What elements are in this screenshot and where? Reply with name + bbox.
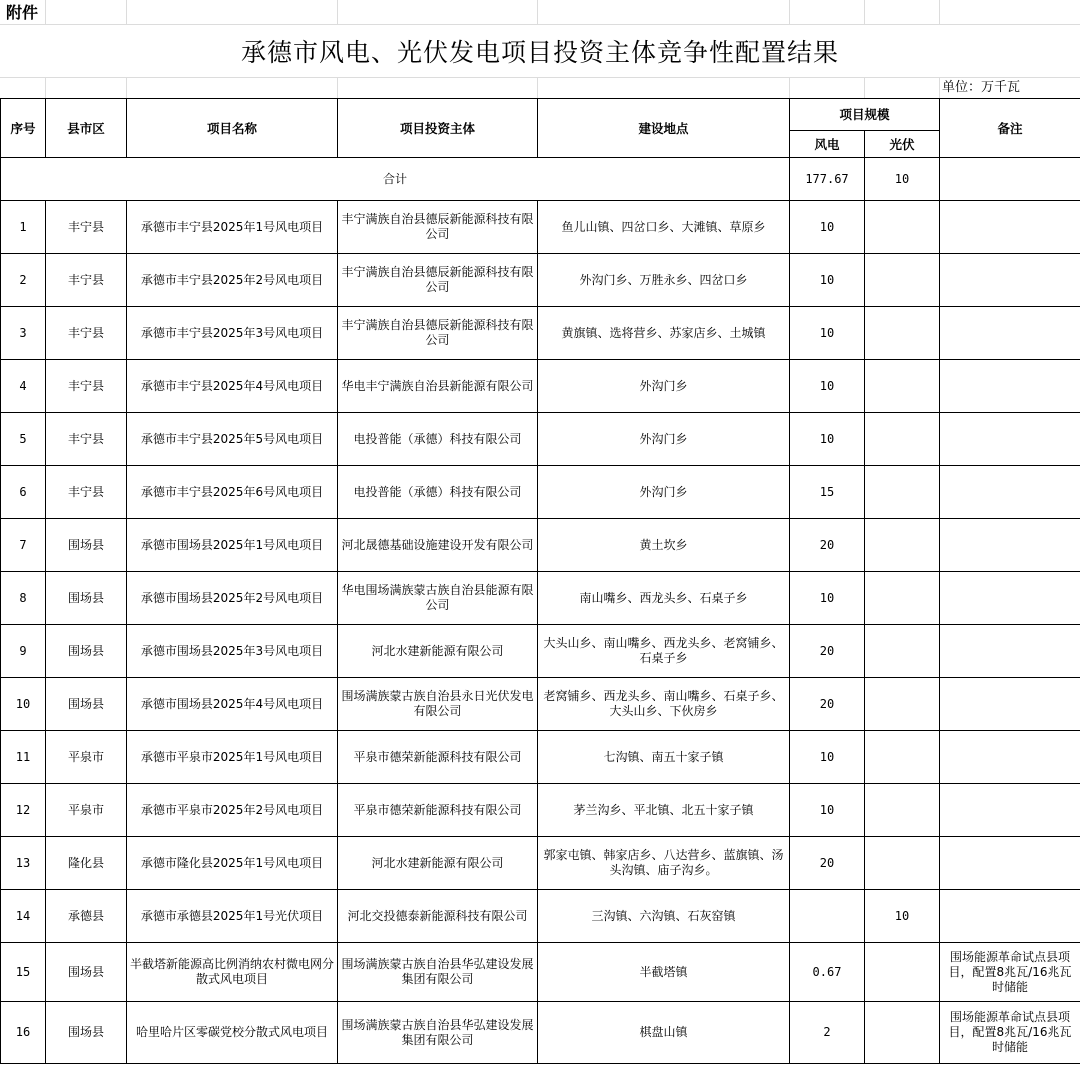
row-seq: 14 xyxy=(1,890,46,943)
total-solar: 10 xyxy=(865,158,940,201)
table-row xyxy=(1,254,1080,307)
row-wind: 10 xyxy=(790,731,865,784)
row-wind: 10 xyxy=(790,360,865,413)
header-seq: 序号 xyxy=(1,99,46,158)
row-location: 鱼儿山镇、四岔口乡、大滩镇、草原乡 xyxy=(538,201,790,254)
row-investor: 丰宁满族自治县德辰新能源科技有限公司 xyxy=(338,254,538,307)
row-project-name: 哈里哈片区零碳党校分散式风电项目 xyxy=(127,1002,338,1064)
row-county: 丰宁县 xyxy=(46,201,127,254)
table-row xyxy=(1,731,1080,784)
row-solar xyxy=(865,678,940,731)
table-row xyxy=(1,572,1080,625)
row-remark xyxy=(940,360,1080,413)
row-wind: 15 xyxy=(790,466,865,519)
row-investor: 河北交投德泰新能源科技有限公司 xyxy=(338,890,538,943)
row-remark xyxy=(940,307,1080,360)
row-county: 丰宁县 xyxy=(46,254,127,307)
row-location: 半截塔镇 xyxy=(538,943,790,1002)
row-seq: 15 xyxy=(1,943,46,1002)
table-row xyxy=(1,943,1080,1002)
row-wind: 10 xyxy=(790,413,865,466)
row-solar xyxy=(865,254,940,307)
table-row xyxy=(1,360,1080,413)
row-seq: 3 xyxy=(1,307,46,360)
row-county: 平泉市 xyxy=(46,731,127,784)
row-remark xyxy=(940,678,1080,731)
row-project-name: 承德市隆化县2025年1号风电项目 xyxy=(127,837,338,890)
row-remark xyxy=(940,784,1080,837)
row-investor: 华电围场满族蒙古族自治县能源有限公司 xyxy=(338,572,538,625)
row-location: 三沟镇、六沟镇、石灰窑镇 xyxy=(538,890,790,943)
title-cell xyxy=(1,25,1079,77)
row-remark: 围场能源革命试点县项目，配置8兆瓦/16兆瓦时储能 xyxy=(940,1002,1080,1064)
row-location: 郭家屯镇、韩家店乡、八达营乡、蓝旗镇、汤头沟镇、庙子沟乡。 xyxy=(538,837,790,890)
row-investor: 丰宁满族自治县德辰新能源科技有限公司 xyxy=(338,307,538,360)
row-county: 围场县 xyxy=(46,519,127,572)
header-wind: 风电 xyxy=(790,131,865,158)
row-seq: 2 xyxy=(1,254,46,307)
row-county: 隆化县 xyxy=(46,837,127,890)
row-seq: 5 xyxy=(1,413,46,466)
row-project-name: 承德市丰宁县2025年5号风电项目 xyxy=(127,413,338,466)
row-investor: 平泉市德荣新能源科技有限公司 xyxy=(338,731,538,784)
row-solar xyxy=(865,201,940,254)
row-wind: 2 xyxy=(790,1002,865,1064)
header-investor: 项目投资主体 xyxy=(338,99,538,158)
row-investor: 围场满族蒙古族自治县永日光伏发电有限公司 xyxy=(338,678,538,731)
row-project-name: 半截塔新能源高比例消纳农村微电网分散式风电项目 xyxy=(127,943,338,1002)
row-remark xyxy=(940,466,1080,519)
row-project-name: 承德市围场县2025年3号风电项目 xyxy=(127,625,338,678)
row-solar xyxy=(865,784,940,837)
table-row xyxy=(1,201,1080,254)
total-remark xyxy=(940,158,1080,201)
unit-label: 单位：万千瓦 xyxy=(942,80,1021,95)
row-county: 围场县 xyxy=(46,943,127,1002)
table-row xyxy=(1,837,1080,890)
row-investor: 电投普能（承德）科技有限公司 xyxy=(338,466,538,519)
row-solar xyxy=(865,625,940,678)
row-remark xyxy=(940,837,1080,890)
row-remark xyxy=(940,413,1080,466)
row-solar xyxy=(865,307,940,360)
row-wind xyxy=(790,890,865,943)
row-project-name: 承德市围场县2025年1号风电项目 xyxy=(127,519,338,572)
row-wind: 0.67 xyxy=(790,943,865,1002)
row-wind: 10 xyxy=(790,254,865,307)
header-project-name: 项目名称 xyxy=(127,99,338,158)
row-project-name: 承德市围场县2025年4号风电项目 xyxy=(127,678,338,731)
row-remark xyxy=(940,625,1080,678)
row-solar: 10 xyxy=(865,890,940,943)
row-county: 丰宁县 xyxy=(46,466,127,519)
table-row xyxy=(1,784,1080,837)
table-row xyxy=(1,625,1080,678)
row-solar xyxy=(865,572,940,625)
row-investor: 华电丰宁满族自治县新能源有限公司 xyxy=(338,360,538,413)
row-project-name: 承德市丰宁县2025年2号风电项目 xyxy=(127,254,338,307)
row-solar xyxy=(865,731,940,784)
row-project-name: 承德市丰宁县2025年6号风电项目 xyxy=(127,466,338,519)
row-seq: 4 xyxy=(1,360,46,413)
row-county: 围场县 xyxy=(46,678,127,731)
row-county: 平泉市 xyxy=(46,784,127,837)
row-location: 茅兰沟乡、平北镇、北五十家子镇 xyxy=(538,784,790,837)
row-county: 围场县 xyxy=(46,572,127,625)
header-location: 建设地点 xyxy=(538,99,790,158)
row-investor: 河北水建新能源有限公司 xyxy=(338,837,538,890)
row-solar xyxy=(865,943,940,1002)
row-remark: 围场能源革命试点县项目，配置8兆瓦/16兆瓦时储能 xyxy=(940,943,1080,1002)
row-location: 外沟门乡 xyxy=(538,413,790,466)
row-remark xyxy=(940,890,1080,943)
row-wind: 20 xyxy=(790,625,865,678)
row-seq: 10 xyxy=(1,678,46,731)
page-title: 承德市风电、光伏发电项目投资主体竞争性配置结果 xyxy=(240,38,839,67)
row-seq: 7 xyxy=(1,519,46,572)
table-row xyxy=(1,890,1080,943)
row-county: 围场县 xyxy=(46,625,127,678)
header-remark: 备注 xyxy=(940,99,1080,158)
header-scale: 项目规模 xyxy=(790,99,940,131)
header-solar: 光伏 xyxy=(865,131,940,158)
row-location: 黄土坎乡 xyxy=(538,519,790,572)
row-location: 外沟门乡、万胜永乡、四岔口乡 xyxy=(538,254,790,307)
table-row xyxy=(1,678,1080,731)
row-solar xyxy=(865,1002,940,1064)
table-row xyxy=(1,519,1080,572)
row-seq: 1 xyxy=(1,201,46,254)
row-county: 围场县 xyxy=(46,1002,127,1064)
row-project-name: 承德市平泉市2025年2号风电项目 xyxy=(127,784,338,837)
row-location: 南山嘴乡、西龙头乡、石桌子乡 xyxy=(538,572,790,625)
row-county: 丰宁县 xyxy=(46,307,127,360)
row-location: 外沟门乡 xyxy=(538,360,790,413)
row-investor: 平泉市德荣新能源科技有限公司 xyxy=(338,784,538,837)
row-wind: 10 xyxy=(790,784,865,837)
row-location: 老窝铺乡、西龙头乡、南山嘴乡、石桌子乡、大头山乡、下伙房乡 xyxy=(538,678,790,731)
row-location: 大头山乡、南山嘴乡、西龙头乡、老窝铺乡、石桌子乡 xyxy=(538,625,790,678)
row-location: 棋盘山镇 xyxy=(538,1002,790,1064)
row-solar xyxy=(865,466,940,519)
row-county: 丰宁县 xyxy=(46,360,127,413)
total-label: 合计 xyxy=(1,158,790,201)
row-location: 黄旗镇、选将营乡、苏家店乡、土城镇 xyxy=(538,307,790,360)
row-investor: 围场满族蒙古族自治县华弘建设发展集团有限公司 xyxy=(338,943,538,1002)
row-wind: 20 xyxy=(790,678,865,731)
row-project-name: 承德市丰宁县2025年1号风电项目 xyxy=(127,201,338,254)
table-row xyxy=(1,1002,1080,1064)
row-project-name: 承德市承德县2025年1号光伏项目 xyxy=(127,890,338,943)
row-seq: 16 xyxy=(1,1002,46,1064)
row-solar xyxy=(865,837,940,890)
row-remark xyxy=(940,731,1080,784)
row-project-name: 承德市围场县2025年2号风电项目 xyxy=(127,572,338,625)
row-seq: 8 xyxy=(1,572,46,625)
total-row xyxy=(1,158,1080,201)
table-row xyxy=(1,466,1080,519)
row-remark xyxy=(940,572,1080,625)
row-wind: 10 xyxy=(790,201,865,254)
row-investor: 河北水建新能源有限公司 xyxy=(338,625,538,678)
row-remark xyxy=(940,519,1080,572)
row-solar xyxy=(865,413,940,466)
row-project-name: 承德市丰宁县2025年4号风电项目 xyxy=(127,360,338,413)
row-investor: 围场满族蒙古族自治县华弘建设发展集团有限公司 xyxy=(338,1002,538,1064)
row-seq: 12 xyxy=(1,784,46,837)
row-location: 外沟门乡 xyxy=(538,466,790,519)
row-investor: 河北晟德基础设施建设开发有限公司 xyxy=(338,519,538,572)
row-seq: 13 xyxy=(1,837,46,890)
row-solar xyxy=(865,519,940,572)
row-wind: 20 xyxy=(790,837,865,890)
row-county: 承德县 xyxy=(46,890,127,943)
header-county: 县市区 xyxy=(46,99,127,158)
row-wind: 10 xyxy=(790,307,865,360)
row-project-name: 承德市丰宁县2025年3号风电项目 xyxy=(127,307,338,360)
row-seq: 11 xyxy=(1,731,46,784)
row-remark xyxy=(940,201,1080,254)
row-wind: 20 xyxy=(790,519,865,572)
row-solar xyxy=(865,360,940,413)
row-investor: 丰宁满族自治县德辰新能源科技有限公司 xyxy=(338,201,538,254)
row-project-name: 承德市平泉市2025年1号风电项目 xyxy=(127,731,338,784)
row-seq: 9 xyxy=(1,625,46,678)
row-county: 丰宁县 xyxy=(46,413,127,466)
table-row xyxy=(1,413,1080,466)
results-table xyxy=(0,98,1080,1064)
total-wind: 177.67 xyxy=(790,158,865,201)
row-location: 七沟镇、南五十家子镇 xyxy=(538,731,790,784)
row-investor: 电投普能（承德）科技有限公司 xyxy=(338,413,538,466)
table-row xyxy=(1,307,1080,360)
attachment-label: 附件 xyxy=(6,3,39,22)
row-remark xyxy=(940,254,1080,307)
row-seq: 6 xyxy=(1,466,46,519)
row-wind: 10 xyxy=(790,572,865,625)
